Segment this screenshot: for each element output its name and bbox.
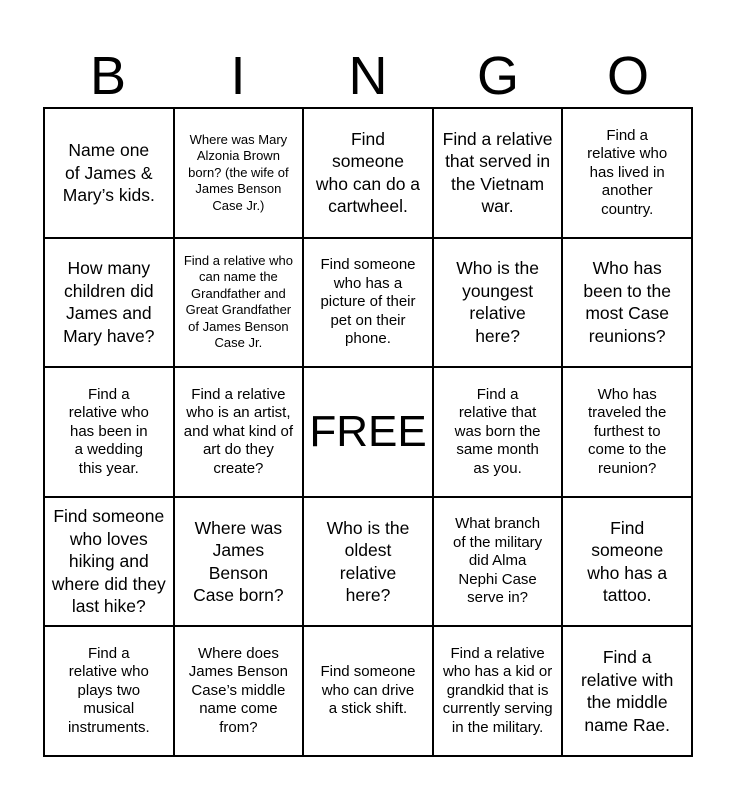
cell-text: What branch of the military did Alma Nephi Case serve in? xyxy=(452,515,543,607)
cell-text: Find a relative who has a kid or grandkid that is currently serving in the military. xyxy=(442,644,553,736)
cell-text: Where does James Benson Case’s middle name come from? xyxy=(188,644,288,736)
cell-text: Find someone who loves hiking and where did they last hike? xyxy=(51,506,166,617)
bingo-cell[interactable] xyxy=(433,497,563,627)
cell-text: Find a relative who can name the Grandfather and Great Grandfather of James Benson Case Jr. xyxy=(183,252,293,351)
cell-text: Where was James Benson Case born? xyxy=(193,517,284,606)
bingo-cell[interactable] xyxy=(562,626,692,756)
cell-text: Find a relative that served in the Vietnam war. xyxy=(442,128,553,217)
bingo-cell[interactable] xyxy=(174,626,304,756)
cell-text: How many children did James and Mary have? xyxy=(63,258,155,346)
bingo-cell[interactable] xyxy=(44,626,174,756)
bingo-cell[interactable] xyxy=(44,497,174,627)
cell-text: Find a relative who plays two musical instruments. xyxy=(67,644,150,736)
bingo-cell[interactable] xyxy=(562,238,692,368)
bingo-cell[interactable] xyxy=(562,497,692,627)
bingo-cell[interactable] xyxy=(174,108,304,238)
bingo-grid xyxy=(43,107,693,757)
cell-text: Find a relative that was born the same month as you. xyxy=(454,385,541,477)
cell-text: Who has been to the most Case reunions? xyxy=(583,258,671,346)
bingo-cell[interactable] xyxy=(44,238,174,368)
cell-text: Who is the oldest relative here? xyxy=(326,517,410,606)
cell-text: Find someone who has a tattoo. xyxy=(587,517,668,606)
cell-text: Find a relative who has been in a wedding this year. xyxy=(68,385,149,477)
header-letter-o: O xyxy=(606,46,649,106)
bingo-cell[interactable] xyxy=(303,108,433,238)
cell-text: Find a relative who is an artist, and what kind of art do they create? xyxy=(183,385,294,477)
header-letter-b: B xyxy=(89,46,127,106)
cell-text: Find someone who can drive a stick shift. xyxy=(320,663,416,718)
header-letter-g: G xyxy=(476,46,519,106)
bingo-cell[interactable] xyxy=(174,367,304,497)
cell-text: Name one of James & Mary’s kids. xyxy=(62,140,155,206)
bingo-cell[interactable] xyxy=(433,108,563,238)
bingo-cell[interactable] xyxy=(433,626,563,756)
cell-text: Who has traveled the furthest to come to the reunion? xyxy=(587,385,667,477)
cell-text: Find a relative with the middle name Rae. xyxy=(580,647,674,735)
free-text: FREE xyxy=(309,406,427,456)
bingo-cell[interactable] xyxy=(44,108,174,238)
cell-text: Where was Mary Alzonia Brown born? (the wife of James Benson Case Jr.) xyxy=(188,131,289,213)
cell-text: Find a relative who has lived in another country. xyxy=(587,126,668,218)
header-letter-i: I xyxy=(230,46,246,106)
bingo-header xyxy=(43,44,693,108)
cell-text: Who is the youngest relative here? xyxy=(456,258,539,346)
header-letter-n: N xyxy=(348,46,388,106)
bingo-cell[interactable] xyxy=(174,238,304,368)
bingo-cell[interactable] xyxy=(562,367,692,497)
free-cell[interactable] xyxy=(303,367,433,497)
bingo-cell[interactable] xyxy=(303,626,433,756)
bingo-cell[interactable] xyxy=(303,238,433,368)
bingo-cell[interactable] xyxy=(433,367,563,497)
cell-text: Find someone who can do a cartwheel. xyxy=(315,128,421,217)
bingo-cell[interactable] xyxy=(562,108,692,238)
bingo-cell[interactable] xyxy=(174,497,304,627)
bingo-cell[interactable] xyxy=(44,367,174,497)
bingo-cell[interactable] xyxy=(433,238,563,368)
bingo-cell[interactable] xyxy=(303,497,433,627)
cell-text: Find someone who has a picture of their pet on their phone. xyxy=(320,256,416,348)
